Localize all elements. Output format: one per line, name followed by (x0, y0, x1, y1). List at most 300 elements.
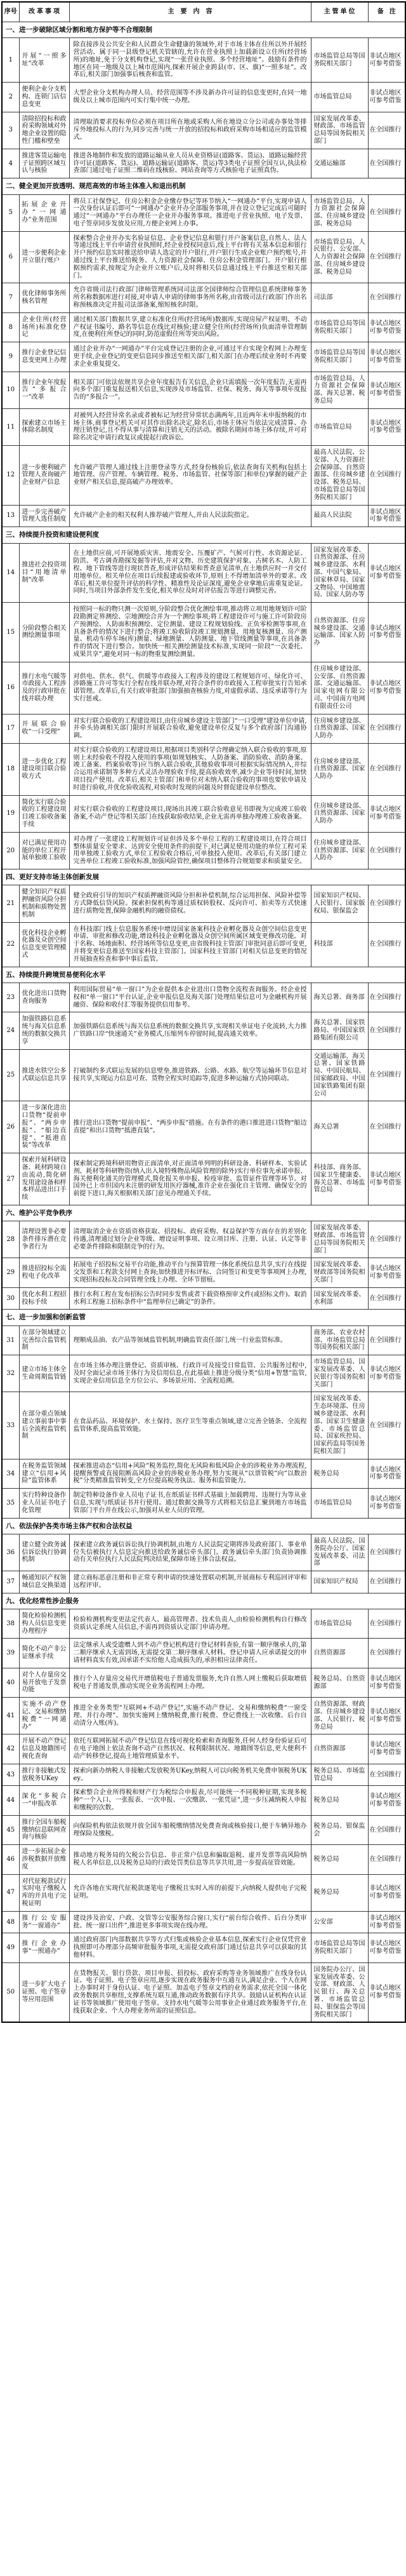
remark: 在全国推行 (368, 194, 405, 231)
reform-item: 对代征税款试行实时电子缴税入库的开具电子完税证明 (19, 1874, 69, 1911)
section-title: 三、持续提升投资和建设便利度 (2, 527, 405, 543)
remark: 非试点地区可参考借鉴 (368, 1911, 405, 1933)
reform-item: 进一步优化工程建设项目联合验收方式 (19, 743, 69, 795)
main-content: 推行个人存量房交易代开增值税电子普通发票服务,允许自然人网上缴税后获取增值税电子普通发票,推动实现全业务流程网上办理。 (69, 1668, 311, 1697)
remark: 在全国推行 (368, 112, 405, 149)
row-number: 5 (2, 194, 19, 231)
main-content: 清理取消企业在资质资格获取、招投标、政府采购、权益保护等方面存在的差别化待遇,清理通过划分企业等级、增设证明事项、设立项目库、注册、认证、认定等非必要条件排除和限制竞争的行为。 (69, 1221, 311, 1258)
main-content: 健全政府引导的知识产权质押融资风险分担和补偿机制,综合运用担保、风险补偿等方式降低信贷风险。探索担保机构等通过质权转股权、反向许可、拍卖等方式快速进行质物处置,保障金融机构的融资债权。 (69, 885, 311, 922)
table-row (2, 283, 405, 312)
reform-item: 开展不动产登记信息及地籍图可视化查询 (19, 1734, 69, 1764)
reform-item: 推行全国车船税缴纳信息联网查询与核验 (19, 1815, 69, 1844)
row-number: 50 (2, 1962, 19, 2022)
table-row (2, 1012, 405, 1049)
row-number: 19 (2, 795, 19, 832)
table-row (2, 446, 405, 506)
remark: 非试点地区可参考借鉴 (368, 372, 405, 408)
responsible-unit: 商务部、农业农村部、市场监管总局等国务院相关部门 (311, 1325, 368, 1355)
table-row (2, 1609, 405, 1639)
table-row (2, 714, 405, 743)
table-row (2, 1571, 405, 1593)
main-content: 相关部门可依法依规共享企业年度报告有关信息,企业只需填报一次年度报告,无需再向多个部门重复报送相关信息,实现涉及市场监管、社保、税务、海关等事项年度报告的“多报合一”。 (69, 372, 311, 408)
row-number: 48 (2, 1911, 19, 1933)
main-content: 探索推进动态“信用+风险”税务监控,简化无风险和低风险企业的涉税业务办理流程,提醒预警或直接阻断高风险企业的涉税业务办理,努力实现从“以票管税”向“以数治税”分类精准监管转变,全方位提高税务执法、服务和监管能力。 (69, 1459, 311, 1488)
row-number: 47 (2, 1874, 19, 1911)
remark: 非试点地区可参考借鉴 (368, 1962, 405, 2022)
remark: 在全国推行 (368, 714, 405, 743)
reform-item: 实施不动产登记、交易和缴纳税费“一网通办” (19, 1698, 69, 1734)
table-row (2, 149, 405, 178)
responsible-unit: 市场监管总局等国务院相关部门 (311, 312, 368, 342)
main-content: 在土地供应前,可开展地质灾害、地震安全、压覆矿产、气候可行性、水资源论证、防洪、考古调查勘探发掘等评估,并对文物、历史建筑保护对象、古树名木、人防工程、地下管线等进行现状普查,形成评估结果和普查意见清单,在土地供应时一并交付用地单位。相关单位在项目后续报建或验收环节,原则上不得增加清单外的要求。改革后,相关单位提升评估的科学性、精准性及论证深度,避免企业拿地后需重复论证。同时,当项目外部条件发生变化,相关单位及时对评估报告等进行调整完善。 (69, 543, 311, 603)
remark: 非试点地区可参考借鉴 (368, 1734, 405, 1764)
main-content: 在科技部门线上信息服务系统中增设国家备案科技企业孵化器及众创空间信息变更申请、审批和修改功能,增设科技企业孵化器及众创空间所属区域变更修改功能。对于名称、场地面积、经营场所等信息变更,由省级科技主管部门审批同意后即可变更,并将变更信息推送至国家科技主管部门。国家科技主管部门对相关信息变更的情况开展抽查检查和事中事后监管。 (69, 922, 311, 967)
reform-item: 优化科技企业孵化器及众创空间信息变更管理模式 (19, 922, 69, 967)
table-row (2, 83, 405, 112)
remark: 在全国推行 (368, 1287, 405, 1310)
responsible-unit: 税务总局 (311, 1845, 368, 1874)
remark: 非试点地区可参考借鉴 (368, 1786, 405, 1815)
table-row (2, 1221, 405, 1258)
row-number: 8 (2, 312, 19, 342)
responsible-unit: 市场监管总局 (311, 1609, 368, 1639)
remark: 在全国推行 (368, 885, 405, 922)
table-row (2, 312, 405, 342)
row-number: 30 (2, 1287, 19, 1310)
section-title: 一、进一步破除区域分割和地方保护等不合理限制 (2, 22, 405, 37)
reform-item: 简化检验检测机构人员信息变更办理程序 (19, 1609, 69, 1639)
main-content: 对实行联合验收的工程建设项目,由住房城乡建设主管部门“一口受理”建设单位申请,并牵头协调相关部门限时开展联合验收,避免建设单位反复与多个政府部门沟通协调。 (69, 714, 311, 743)
row-number: 44 (2, 1786, 19, 1815)
remark: 在全国推行 (368, 1221, 405, 1258)
main-content: 探索整合企业所得税和财产行为税综合申报表,尽可能统一不同税种征期,实现多税种“一个入口、一张报表、一次申报、一次缴款、一张凭证”,进一步压减纳税人申报和缴税的次数。 (69, 1786, 311, 1815)
reform-item: 进一步深化进出口货物“提前申报”、“两步申报”、“船边直提”、“抵港直装”等改革 (19, 1101, 69, 1153)
row-number: 45 (2, 1815, 19, 1844)
row-number: 18 (2, 743, 19, 795)
main-content: 制定特种设备作业人员电子证书,在纸质证书样式基础上加载聘用、违规行为等从业信息,实现与纸质证书并行使用。通过数据交换等方式将相关信息汇聚到地方市场监管部门平台并在线公示,加强对从业人员的管理。 (69, 1489, 311, 1518)
reform-item: 推行公安服务“一窗通办” (19, 1911, 69, 1933)
row-number: 11 (2, 408, 19, 445)
row-number: 42 (2, 1734, 19, 1764)
table-row (2, 1668, 405, 1697)
table-row (2, 408, 405, 445)
row-number: 9 (2, 342, 19, 372)
responsible-unit: 市场监管总局 (311, 1489, 368, 1518)
responsible-unit: 市场监管总局等国务院相关部门 (311, 38, 368, 83)
responsible-unit: 税务总局 (311, 1874, 368, 1911)
row-number: 7 (2, 283, 19, 312)
section-title: 九、优化经常性涉企服务 (2, 1593, 405, 1609)
remark: 在全国推行 (368, 1049, 405, 1101)
responsible-unit: 税务总局、市场监管总局 (311, 1764, 368, 1786)
main-content: 拓展电子招投标交易平台功能,推动平台与预算管理一体化系统信息共享,实行在线提交发票和工程款支付网上查询;加快推进开标评标、合同签订和变更等事项网上办理,实现招标投标及合同管理全线上办理、全环节留痕。 (69, 1258, 311, 1287)
remark: 非试点地区可参考借鉴 (368, 1874, 405, 1911)
reform-item: 推行企业办事“一照通办” (19, 1933, 69, 1962)
remark: 在全国推行 (368, 922, 405, 967)
responsible-unit: 国家发展改革委、自然资源部、住房城乡建设部、水利部、中国气象局、国家林草局、国家文物局、中国地震局、国家人防办等 (311, 543, 368, 603)
responsible-unit: 司法部 (311, 283, 368, 312)
responsible-unit: 自然资源部 (311, 1639, 368, 1668)
responsible-unit: 最高人民法院 (311, 505, 368, 527)
main-content: 推进各地制作和发放的道路运输从业人员从业资格证(道路客、货运)、道路运输经营许可证(道路客、货运)、道路运输证(道路客、货运)等3类电子证照全国互认,执法检查部门通过电子证照二维码在线核验、网站查询等方式核验电子证照真伪。 (69, 149, 311, 178)
remark: 非试点地区可参考借鉴 (368, 505, 405, 527)
table-row (2, 1962, 405, 2022)
remark: 在全国推行 (368, 149, 405, 178)
table-row (2, 1287, 405, 1310)
reform-item: 简化实行联合验收的工程建设项目竣工验收备案手续 (19, 795, 69, 832)
main-content: 允许破产企业的相关权利人推荐破产管理人,并由人民法院指定。 (69, 505, 311, 527)
table-row (2, 1815, 405, 1844)
responsible-unit: 最高人民法院、公安部、人力资源社会保障部、自然资源部、住房城乡建设部、税务总局、市场监管总局等国务院相关部门 (311, 446, 368, 506)
remark: 非试点地区可参考借鉴 (368, 1668, 405, 1697)
table-row (2, 1933, 405, 1962)
main-content: 探索整合企业开办实名验证信息、企业登记信息和银行开户备案信息,自然人、法人等通过线上平台申请营业执照时,经企业授权同意后,线上平台将有关基本信息和银行开户预约信息实时推送给申请人选定的开户银行,开户银行生成企业账户预约账号,并通过线上平台推送给税务、人力资源社会保障、住房公积金管理部门。开户银行根据预约需求,按规定为企业开立账户后,及时将相关信息通过线上平台推送至相关部门。 (69, 231, 311, 283)
row-number: 33 (2, 1392, 19, 1459)
main-content: 推行进出口货物“提前申报”、“两步申报”措施。在有条件的港口推进进口货物“船边直提”和出口货物“抵港直装”。 (69, 1101, 311, 1153)
main-content: 通过企业开办“一网通办”平台完成登记注册的企业,可通过平台实现全程网上办理变更手续,企业登记的变更信息同步推送至相关部门,相关部门在办理后续业务时不再要求企业重复提交。 (69, 342, 311, 372)
section-header-row (2, 178, 405, 194)
table-row (2, 38, 405, 83)
main-content: 允许破产管理人通过线上注册登录等方式,经身份核验后,依法查询有关机构(包括土地管理、房产管理、车辆管理、税务、市场监管、社保等部门和单位)掌握的破产企业财产相关信息,提高破产办理效率。 (69, 446, 311, 506)
col-header-number: 序号 (2, 2, 19, 22)
reform-item: 推进招投标全流程电子化改革 (19, 1258, 69, 1287)
section-header-row (2, 527, 405, 543)
responsible-unit: 市场监管总局、人民银行、公安部、人力资源社会保障部、住房城乡建设部、税务总局 (311, 231, 368, 283)
reform-item: 进一步完善破产管理人选任制度 (19, 505, 69, 527)
col-header-remark: 备注 (368, 2, 405, 22)
main-content: 对实行联合验收的工程建设项目,根据项目类别科学合理确定纳入联合验收的事项,原则上未经验收不得投入使用的事项(如规划核实、人防备案、消防验收、消防备案、竣工备案、档案验收等)应当纳入联合验收,其他验收事项可根据实际情况纳入,并综合运用承诺制等多种方式灵活办理验收手续,提高验收效率,减少企业等待时间,加快项目投产使用。改革后,相关主管部门和单位对未纳入联合验收的事项也要依申请及时进行验收,并优化验收流程,对验收时发现的问题及时督促建设单位整改。 (69, 743, 311, 795)
responsible-unit: 税务总局、自然资源部 (311, 1668, 368, 1697)
row-number: 12 (2, 446, 19, 506)
row-number: 17 (2, 714, 19, 743)
reform-item: 探索建立市场主体除名制度 (19, 408, 69, 445)
reform-item: 健全知识产权质押融资风险分担机制和质物处置机制 (19, 885, 69, 922)
table-row (2, 1101, 405, 1153)
row-number: 22 (2, 922, 19, 967)
section-header-row (2, 869, 405, 885)
reform-item: 拓展企业开办“一网通办”业务范围 (19, 194, 69, 231)
section-title: 七、进一步加强和创新监管 (2, 1310, 405, 1325)
reform-item: 进一步便利破产管理人查询破产企业财产信息 (19, 446, 69, 506)
row-number: 46 (2, 1845, 19, 1874)
reform-item: 清除招投标和政府采购领域对外地企业设置的隐性门槛和壁垒 (19, 112, 69, 149)
table-row (2, 1698, 405, 1734)
remark: 在全国推行 (368, 832, 405, 869)
reform-item: 推进水铁空公多式联运信息共享 (19, 1049, 69, 1101)
remark: 非试点地区可参考借鉴 (368, 1698, 405, 1734)
main-content: 在货物报关、银行贷款、项目申报、招投标、政府采购等业务领域推广在线身份认证、电子证照、电子签章应用,逐步实现在政务服务中互通互认,满足企业、个人在网上办事时对于身份认证、电子证照、加盖电子签章文档的业务需求,依托全国一体化政务数据共享枢纽,支撑系统互联互通,推动政务数据有序共享。鼓励认证机构在认证证书等领域推广使用电子签章。支持水电气暖等公用事业企业通过政务服务平台,在线获取企业、个人办理业务所需的证照信息。 (69, 1962, 311, 2022)
section-title: 八、依法保护各类市场主体产权和合法权益 (2, 1518, 405, 1534)
reform-item: 在部分领域建立完善综合监管机制 (19, 1325, 69, 1355)
main-content: 探索建立政务诚信诉讼执行协调机制,由地方人民法院定期将涉及政府部门、事业单位失信被执行人信息定向推送给政务诚信牵头部门。政务诚信牵头部门负责协调推动有关单位执行人民法院判决结果,保障市场主体合法权益。 (69, 1534, 311, 1571)
main-content: 依托互联网拓展不动产登记信息在线可视化检索和查询服务,任何人经身份验证后可在电子地图上依法查询不动产自然状况、权利限制状况、地籍图等信息,更大便利不动产转移登记,提高土地管理质量水平。 (69, 1734, 311, 1764)
row-number: 26 (2, 1101, 19, 1153)
remark: 在全国推行 (368, 743, 405, 795)
table-row (2, 1325, 405, 1355)
table-row (2, 885, 405, 922)
reform-item: 推行企业年度报告“多报合一”改革 (19, 372, 69, 408)
main-content: 打破制约多式联运发展的信息壁垒,推进铁路、公路、水路、航空等运输环节信息对接共享,实现运力信息可查、货物全程实时追踪等,促进多种运输方式协同联动。 (69, 1049, 311, 1101)
table-row (2, 1786, 405, 1815)
main-content: 除直接涉及公共安全和人民群众生命健康的领域外,对于市场主体在住所以外开展经营活动、属于同一县级登记机关管辖的,允许在营业执照上加载新设立住所(经营场所)的地址,免于分支机构登记,实现“一张营业执照、多个经营地址”。鼓励有条件的地区在同一地级及以上城市范围内,探索开展企业跨县(市、区、旗)“一照多址”。改革后,相关部门加强事后核查和监管。 (69, 38, 311, 83)
reform-item: 推行非接触式发放税务UKey (19, 1764, 69, 1786)
remark: 在全国推行 (368, 1012, 405, 1049)
main-content: 理顺成品油、农产品等领域监管机制,明确监管责任部门,统一行业监管标准。 (69, 1325, 311, 1355)
main-content: 建设涉及治安、户政、交管等公安服务综合窗口,实行“前台综合收件、后台分类审批、统一窗口出件”,推进更多事项实现在线办理。 (69, 1911, 311, 1933)
section-header-row (2, 1518, 405, 1534)
responsible-unit: 海关总署、国家铁路局、中国国家铁路集团有限公司 (311, 1012, 368, 1049)
reform-item: 对已满足使用功能的单位工程开展单独竣工验收 (19, 832, 69, 869)
reform-item: 深化“多税合一”申报改革 (19, 1786, 69, 1815)
responsible-unit: 住房城乡建设部、自然资源部、国家人防办 (311, 795, 368, 832)
main-content: 对办理了一张建设工程规划许可证但涉及多个单位工程的工程建设项目,在符合项目整体质量安全要求、达到安全使用条件的前提下,对已满足使用功能的单位工程可采用单独竣工验收方式,单位工程验收合格后,可单独投入使用。改革后,有关部门建立完善单位工程竣工验收标准,加强风险管控,确保项目整体符合规划要求和质量安全。 (69, 832, 311, 869)
section-header-row (2, 1310, 405, 1325)
reform-item: 企业住所(经营场所)标准化登记 (19, 312, 69, 342)
col-header-reform-item: 改革事项 (19, 2, 69, 22)
main-content: 对被列入经营异常名录或者被标记为经营异常状态满两年,且近两年未申报纳税的市场主体,商事登记机关可对其作出除名决定,除名后,市场主体应当依法完成清算、办理注销登记,且不得从事与清算和注销无关的活动。被除名期间市场主体存续,并可对除名决定申请行政复议或提起行政诉讼。 (69, 408, 311, 445)
remark: 在全国推行 (368, 231, 405, 283)
remark: 非试点地区可参考借鉴 (368, 662, 405, 714)
remark: 非试点地区可参考借鉴 (368, 342, 405, 372)
remark: 非试点地区可参考借鉴 (368, 1489, 405, 1518)
row-number: 3 (2, 112, 19, 149)
main-content: 向保险机构依法依规开放全国车船税缴纳情况免费查询或核验接口,便于车辆异地办理保险及缴税。 (69, 1815, 311, 1844)
responsible-unit: 国家知识产权局、人民银行、国家版权局、银保监会 (311, 885, 368, 922)
main-content: 在市场主体办理注册登记、资质审核、行政许可及接受日常监管、公共服务过程中,及时全面记录市场主体行为及信用信息,在此基础上推进分级分类“信用+智慧”监管,实现企业信用信息全方位公示、多场景应用、全流程追溯。 (69, 1355, 311, 1392)
responsible-unit: 交通运输部 (311, 149, 368, 178)
main-content: 推行水利工程在发布招标公告时同步发售或者下载资格预审文件(或招标文件)。取消水利工程施工招标条件中“监理单位已确定”的条件。 (69, 1287, 311, 1310)
table-row (2, 1258, 405, 1287)
remark: 非试点地区可参考借鉴 (368, 795, 405, 832)
row-number: 21 (2, 885, 19, 922)
responsible-unit: 市场监管总局 (311, 408, 368, 445)
row-number: 31 (2, 1325, 19, 1355)
row-number: 2 (2, 83, 19, 112)
table-row (2, 1355, 405, 1392)
responsible-unit: 税务总局、银保监会 (311, 1815, 368, 1844)
reform-item: 优化进出口货物查询服务 (19, 983, 69, 1012)
remark: 在全国推行 (368, 1609, 405, 1639)
remark: 在全国推行 (368, 1639, 405, 1668)
reform-item: 推行企业登记信息变更网上办理 (19, 342, 69, 372)
table-row (2, 1639, 405, 1668)
responsible-unit: 自然资源部 (311, 1734, 368, 1764)
table-row (2, 832, 405, 869)
section-header-row (2, 1205, 405, 1221)
remark: 非试点地区可参考借鉴 (368, 1933, 405, 1962)
row-number: 6 (2, 231, 19, 283)
main-content: 通过相关部门数据共享,建立标准化住所(经营场所)数据库,实现房屋产权证明、不动产权证书编号、路名等信息在线比对核验;建立健全住所(经营场所)负面清单管理制度,在便利住所登记的同时,防范虚假住所等突出风险。 (69, 312, 311, 342)
table-row (2, 1911, 405, 1933)
reform-item: 建立市场主体全生命周期监管链 (19, 1355, 69, 1392)
reform-item: 推进客货运输电子证照跨区域互认与核验 (19, 149, 69, 178)
responsible-unit: 国家知识产权局 (311, 1571, 368, 1593)
reform-item: 实行特种设备作业人员证书电子化管理 (19, 1489, 69, 1518)
table-row (2, 1734, 405, 1764)
row-number: 41 (2, 1698, 19, 1734)
main-content: 允许省级司法行政部门律师管理系统同司法部全国律师综合管理信息系统律师事务所名称数据库进行对接,对申请人申请的律师事务所名称,由省级司法行政部门作出名称预核准决定并报司法部备案,缩短核名时限。 (69, 283, 311, 312)
reform-item: 便利企业分支机构、连锁门店信息变更 (19, 83, 69, 112)
responsible-unit: 国务院办公厅、国家发展改革委、公安部、财政部、人民银行、海关总署、市场监管总局、银保监会等国务院相关部门 (311, 1962, 368, 2022)
responsible-unit: 市场监管总局 (311, 83, 368, 112)
row-number: 1 (2, 38, 19, 83)
row-number: 14 (2, 543, 19, 603)
remark: 在全国推行 (368, 1571, 405, 1593)
section-header-row (2, 1593, 405, 1609)
row-number: 25 (2, 1049, 19, 1101)
remark: 在全国推行 (368, 283, 405, 312)
col-header-main-content: 主要内容 (69, 2, 311, 22)
table-row (2, 1845, 405, 1874)
remark: 非试点地区可参考借鉴 (368, 83, 405, 112)
row-number: 13 (2, 505, 19, 527)
reform-item: 优化水利工程招投标手续 (19, 1287, 69, 1310)
table-row (2, 1049, 405, 1101)
responsible-unit: 住房城乡建设部、公安部、自然资源部、交通运输部、国家电网有限公司、中国南方电网有限责任公司 (311, 662, 368, 714)
remark: 在全国推行 (368, 983, 405, 1012)
section-title: 四、更好支持市场主体创新发展 (2, 869, 405, 885)
remark: 在全国推行 (368, 1325, 405, 1355)
table-row (2, 1764, 405, 1786)
responsible-unit: 国家发展改革委、财政部、市场监管总局等国务院相关部门 (311, 112, 368, 149)
row-number: 32 (2, 1355, 19, 1392)
main-content: 允许各地在实现代征税款逐笔电子缴税且实时入库的前提下,向纳税人提供电子完税证明。 (69, 1874, 311, 1911)
table-row (2, 743, 405, 795)
table-row (2, 372, 405, 408)
main-content: 推动地方税务局的欠税公告信息、非正常户信息和骗取退税、虚开发票等高风险纳税人名单信息,以及税务总局的行政处罚类信息等共享共用,进一步提高征管效能。 (69, 1845, 311, 1874)
reform-item: 在部分重点领域建立事前事中事后全流程监管机制 (19, 1392, 69, 1459)
main-content: 对供电、供水、供气、供暖等市政接入工程涉及的建设工程规划许可、绿化许可、涉路施工许可等实行全程在线并联办理,对符合条件的市政接入工程审批实行告知承诺管理。改革后,有关行政审批部门加强抽查核验力度,对虚假承诺、违反承诺等行为实行惩戒。 (69, 662, 311, 714)
reform-item: 探索开展科研设备、耗材跨境自由流动,简化研发用途设备和样本样品进出口手续 (19, 1153, 69, 1205)
remark: 在全国推行 (368, 1101, 405, 1153)
main-content: 对实行联合验收的工程建设项目,现场出具竣工联合验收意见书即视为完成竣工验收备案,不动产登记等相关部门在线获取验收结果,企业无需再单独办理竣工验收备案。 (69, 795, 311, 832)
table-row (2, 342, 405, 372)
responsible-unit: 市场监管总局、国家发展改革委、人民银行等国务院相关部门 (311, 1355, 368, 1392)
responsible-unit: 市场监管总局、人力资源社会保障部、海关总署、税务总局 (311, 372, 368, 408)
responsible-unit: 海关总署、商务部 (311, 983, 368, 1012)
remark: 在全国推行 (368, 1764, 405, 1786)
row-number: 16 (2, 662, 19, 714)
remark: 非试点地区可参考借鉴 (368, 408, 405, 445)
main-content: 加强铁路信息系统与海关信息系统的数据交换共享,实现相关单证电子化流转,大力推广铁路口岸“快速通关”业务模式,压缩列车停留时间,提高通关效率。 (69, 1012, 311, 1049)
responsible-unit: 住房城乡建设部、自然资源部、国家人防办 (311, 714, 368, 743)
row-number: 39 (2, 1639, 19, 1668)
table-row (2, 795, 405, 832)
table-row (2, 1153, 405, 1205)
reform-item: 建立健全政务诚信诉讼执行协调机制 (19, 1534, 69, 1571)
header-row (2, 2, 405, 22)
main-content: 检验检测机构变更法定代表人、最高管理者、技术负责人,由检验检测机构自行修改资质认定系统人员信息,不需再到资质认定部门申请办理。 (69, 1609, 311, 1639)
responsible-unit: 科技部、商务部、国家卫生健康委、海关总署、市场监管总局 (311, 1153, 368, 1205)
row-number: 20 (2, 832, 19, 869)
main-content: 探索向新办纳税人非接触式发放税务UKey,纳税人可以向税务机关免费申领税务UKey。 (69, 1764, 311, 1786)
section-title: 二、健全更加开放透明、规范高效的市场主体准入和退出机制 (2, 178, 405, 194)
main-content: 大型企业分支机构办理人员、经营范围等不涉及新办许可证的信息变更时,在同一地级及以上城市范围内可实行集中统一办理。 (69, 83, 311, 112)
remark: 非试点地区可参考借鉴 (368, 1355, 405, 1392)
responsible-unit: 住房城乡建设部、自然资源部、国家人防办 (311, 743, 368, 795)
remark: 非试点地区可参考借鉴 (368, 1459, 405, 1488)
reform-item: 在税务监管领域建立“信用+风险”监管体系 (19, 1459, 69, 1488)
remark: 在全国推行 (368, 1534, 405, 1571)
table-row (2, 1874, 405, 1911)
main-content: 清理取消要求投标单位必须在项目所在地或采购人所在地设立分公司或办事处等排斥外地投标人的行为,同步完善与统一开放的招投标和政府采购市场相适应的监管模式。 (69, 112, 311, 149)
responsible-unit: 科技部 (311, 922, 368, 967)
reform-item: 推行水电气暖等市政接入工程涉及的行政审批在线并联办理 (19, 662, 69, 714)
row-number: 34 (2, 1459, 19, 1488)
section-title: 五、持续提升跨境贸易便利化水平 (2, 967, 405, 983)
main-content: 在食品药品、环境保护、水土保持、医疗卫生等重点领域,建立完善全链条、全流程监管体系,提高监管效能。 (69, 1392, 311, 1459)
table-row (2, 231, 405, 283)
row-number: 29 (2, 1258, 19, 1287)
reform-item: 对个人存量房交易开放电子发票功能 (19, 1668, 69, 1697)
row-number: 35 (2, 1489, 19, 1518)
responsible-unit: 自然资源部、住房城乡建设部、交通运输部、国家人防办 (311, 603, 368, 662)
remark: 非试点地区可参考借鉴 (368, 312, 405, 342)
table-row (2, 112, 405, 149)
responsible-unit: 税务总局 (311, 1459, 368, 1488)
table-body (2, 22, 405, 2022)
row-number: 40 (2, 1668, 19, 1697)
reform-item: 畅通知识产权领域信息交换渠道 (19, 1571, 69, 1593)
row-number: 27 (2, 1153, 19, 1205)
responsible-unit: 公安部 (311, 1911, 368, 1933)
remark: 在全国推行 (368, 1845, 405, 1874)
row-number: 10 (2, 372, 19, 408)
responsible-unit: 国家发展改革委、生态环境部、住房城乡建设部、水利部、国家卫生健康委、市场监管总局、国家疾控局、国家药监局等国务院相关部门 (311, 1392, 368, 1459)
reform-item: 清理设置非必要条件排斥潜在竞争者行为 (19, 1221, 69, 1258)
main-content: 按照同一标的物只测一次原则,分阶段整合优化测绘事项,推动将立项用地规划许可阶段勘测定界测绘、宗地测绘合并为一个测绘事项;将工程建设许可与施工许可阶段房产预测绘、人防面积预测绘、定位测量、建设工程规划验线、正负零检测等事项,在具备条件的情况下进行整合;将竣工验收阶段竣工规划测量、用地复核测量、房产测量、机动车停车场(库)测量、绿地测量、人防测量、地下管线测量等事项,在具备条件的情况下进行整合。加快统一相关测绘测量技术标准,实现同一阶段“一次委托、成果共享”,避免对同一标的物重复测绘测量。 (69, 603, 311, 662)
responsible-unit: 国家发展改革委、财政部、市场监管总局等国务院相关部门 (311, 1221, 368, 1258)
responsible-unit: 海关总署 (311, 1101, 368, 1153)
table-row (2, 603, 405, 662)
responsible-unit: 市场监管总局、人力资源社会保障部、住房城乡建设部、税务总局 (311, 194, 368, 231)
section-title: 六、维护公平竞争秩序 (2, 1205, 405, 1221)
row-number: 38 (2, 1609, 19, 1639)
responsible-unit: 国家发展改革委、财政部等国务院相关部门 (311, 1258, 368, 1287)
col-header-responsible-unit: 主管单位 (311, 2, 368, 22)
responsible-unit: 住房城乡建设部、自然资源部、国家人防办 (311, 832, 368, 869)
remark: 在全国推行 (368, 1815, 405, 1844)
reform-item: 分阶段整合相关测绘测量事项 (19, 603, 69, 662)
responsible-unit: 交通运输部、海关总署、国家铁路局、中国民航局、国家邮政局、中国国家铁路集团有限公司 (311, 1049, 368, 1101)
responsible-unit: 税务总局 (311, 1786, 368, 1815)
reform-item: 加强铁路信息系统与海关信息系统的数据交换共享 (19, 1012, 69, 1049)
table-row (2, 505, 405, 527)
table-row (2, 194, 405, 231)
row-number: 23 (2, 983, 19, 1012)
main-content: 探索制定跨境科研用物资正面清单,对正面清单列明的科研设备、科研样本、实验试剂、耗材等科研物资(纳入出入境特殊物品风险管理的除外)实行单位事先承诺申报、海关便利化通关的管理模式,简化报关单申报、检疫审批、监管证件管理等环节。对国外已上市但国内未注册的研发用医疗器械,准许企业在强化自主管理、确保安全的前提下进口,海关根据相关部门意见办理通关手续。 (69, 1153, 311, 1205)
responsible-unit: 最高人民法院、国务院办公厅、国家发展改革委、司法部 (311, 1534, 368, 1571)
responsible-unit: 市场监管总局等国务院相关部门 (311, 1933, 368, 1962)
main-content: 推进全业务类型“互联网+不动产登记”,实施不动产登记、交易和缴纳税费“一窗受理、并行办理”。加快实施网上缴纳税费,推行税费、登记费线上一次收缴、后台自动清分入账(库)。 (69, 1698, 311, 1734)
main-content: 将员工社保登记、住房公积金企业缴存登记等环节纳入“一网通办”平台,实现申请人一次身份认证后即可“一网通办”企业开办全部服务事项,并在设立登记完成后可随时通过“一网通办”平台办理任一企业开办服务事项。推进电子营业执照、电子发票、电子签章同步发放及应用,方便企业网上办事。 (69, 194, 311, 231)
remark: 非试点地区可参考借鉴 (368, 38, 405, 83)
remark: 在全国推行 (368, 446, 405, 506)
responsible-unit: 自然资源部、财政部、住房城乡建设部、人民银行、税务总局 (311, 1698, 368, 1734)
main-content: 法定继承人或受遗赠人到不动产登记机构进行登记材料查验,有第一顺序继承人的,第二顺序继承人无需到场,无需提交第二顺序继承人材料。登记申请人应承诺提交的申请材料真实有效,因承诺不实给他人造成损失的,承担相应法律责任。 (69, 1639, 311, 1668)
row-number: 28 (2, 1221, 19, 1258)
main-content: 通过政府部门内部数据共享等方式归集或核验企业基本信息,探索实行企业仅凭营业执照即可办理部分高频审批服务事项,无需提交政府部门通过信息共享可以获取的其他材料。 (69, 1933, 311, 1962)
section-header-row (2, 22, 405, 37)
reform-item: 进一步拓展企业涉税数据开放维度 (19, 1845, 69, 1874)
main-content: 利用国际贸易“单一窗口”为企业提供本企业进出口货物全流程查询服务。经企业授权和“单一窗口”平台认证,企业申报信息及海关部门处理结果信息可为金融机构开展融资、保险和收付汇等服务提供信用参考。 (69, 983, 311, 1012)
table-row (2, 543, 405, 603)
table-header (2, 2, 405, 22)
reform-item: 开展联合验收“一口受理” (19, 714, 69, 743)
table-row (2, 1459, 405, 1488)
table-row (2, 1392, 405, 1459)
row-number: 15 (2, 603, 19, 662)
